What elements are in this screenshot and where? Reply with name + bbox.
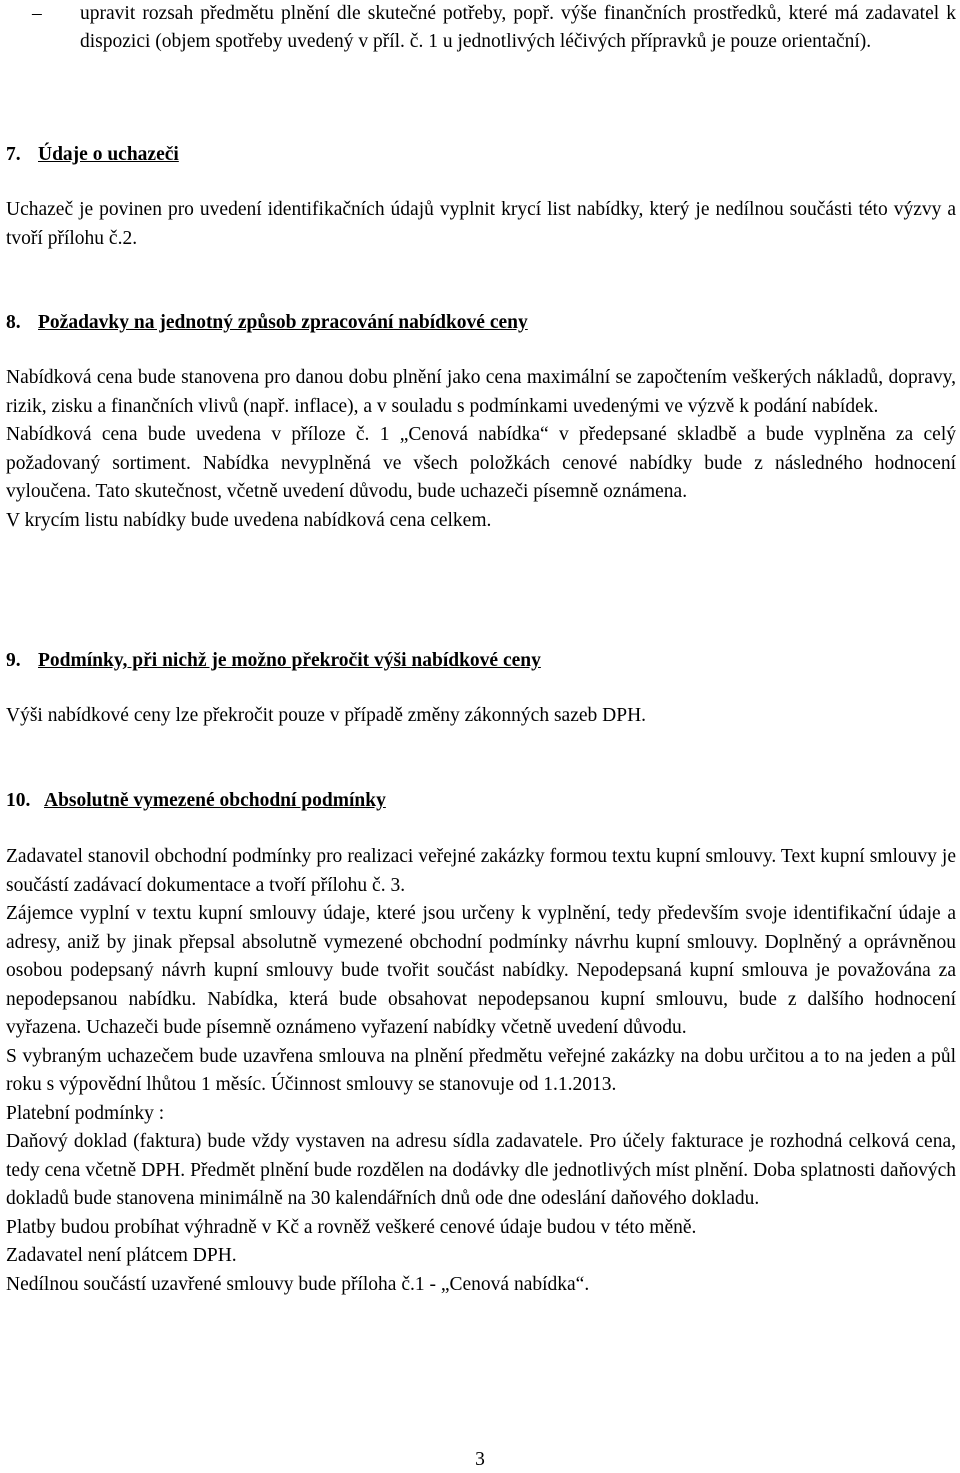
paragraph: Nedílnou součástí uzavřené smlouvy bude příloha č.1 - „Cenová nabídka“.: [6, 1273, 590, 1295]
section-body-8: [6, 364, 956, 535]
paragraph: Zadavatel není plátcem DPH.: [6, 1245, 237, 1266]
bullet-dash: –: [32, 3, 42, 24]
paragraph: Nabídková cena bude uvedena v příloze č. 1 „Cenová nabídka“ v předepsané skladbě a bude vyplněna za celý požadovaný sortiment. Nabídka nevyplněná ve všech položkách cenové nabídky bude z následného hodnocení vyloučena. Tato skutečnost, včetně uvedení důvodu, bude uchazeči písemně oznámena.: [6, 424, 956, 502]
section-number: 8.: [6, 312, 21, 333]
section-heading-7: [6, 141, 179, 169]
section-body-7: [6, 196, 956, 253]
section-title: Absolutně vymezené obchodní podmínky: [44, 790, 386, 811]
paragraph: Uchazeč je povinen pro uvedení identifikačních údajů vyplnit krycí list nabídky, který je nedílnou součásti této výzvy a tvoří přílohu č.2.: [6, 199, 956, 249]
page-number: 3: [475, 1449, 485, 1470]
section-number: 7.: [6, 144, 21, 165]
section-number: 10.: [6, 790, 31, 811]
paragraph: Platební podmínky :: [6, 1102, 165, 1124]
paragraph: Daňový doklad (faktura) bude vždy vystaven na adresu sídla zadavatele. Pro účely fakturace je rozhodná celková cena, tedy cena včetně DPH. Předmět plnění bude rozdělen na dodávky dle jednotlivých míst plnění. Doba splatnosti daňových dokladů bude stanovena minimálně na 30 kalendářních dnů ode dne odeslání daňového dokladu.: [6, 1131, 956, 1209]
section-body-10: [6, 843, 956, 1299]
section-body-9: [6, 702, 956, 731]
paragraph: Výši nabídkové ceny lze překročit pouze v případě změny zákonných sazeb DPH.: [6, 705, 647, 726]
paragraph: Zájemce vyplní v textu kupní smlouvy údaje, které jsou určeny k vyplnění, tedy především svoje identifikační údaje a adresy, aniž by jinak přepsal absolutně vymezené obchodní podmínky návrhu kupní smlouvy. Doplněný a oprávněnou osobou podepsaný návrh kupní smlouvy bude tvořit součást nabídky. Nepodepsaná kupní smlouva je považována za nepodepsanou nabídku. Nabídka, která bude obsahovat nepodepsanou kupní smlouvu, bude z dalšího hodnocení vyřazena. Uchazeči bude písemně oznámeno vyřazení nabídky včetně uvedení důvodu.: [6, 903, 956, 1038]
paragraph: Nabídková cena bude stanovena pro danou dobu plnění jako cena maximální se započtením veškerých nákladů, dopravy, rizik, zisku a finančních vlivů (např. inflace), a v souladu s podmínkami uvedenými ve výzvě k podání nabídek.: [6, 367, 956, 417]
bullet-item: [32, 0, 956, 56]
paragraph: Platby budou probíhat výhradně v Kč a rovněž veškeré cenové údaje budou v této měně.: [6, 1216, 697, 1238]
paragraph: Zadavatel stanovil obchodní podmínky pro realizaci veřejné zakázky formou textu kupní smlouvy. Text kupní smlouvy je součástí zadávací dokumentace a tvoří přílohu č. 3.: [6, 846, 956, 896]
section-title: Podmínky, při nichž je možno překročit výši nabídkové ceny: [38, 650, 541, 671]
paragraph: V krycím listu nabídky bude uvedena nabídková cena celkem.: [6, 509, 492, 531]
paragraph: S vybraným uchazečem bude uzavřena smlouva na plnění předmětu veřejné zakázky na dobu určitou a to na jeden a půl roku s výpovědní lhůtou 1 měsíc. Účinnost smlouvy se stanovuje od 1.1.2013.: [6, 1045, 956, 1095]
section-heading-9: [6, 647, 541, 675]
section-number: 9.: [6, 650, 21, 671]
section-heading-8: [6, 309, 528, 337]
section-heading-10: [6, 787, 386, 815]
bullet-text: upravit rozsah předmětu plnění dle skutečné potřeby, popř. výše finančních prostředků, které má zadavatel k dispozici (objem spotřeby uvedený v příl. č. 1 u jednotlivých léčivých přípravků je pouze orientační).: [80, 3, 956, 52]
section-title: Údaje o uchazeči: [38, 144, 179, 165]
section-title: Požadavky na jednotný způsob zpracování nabídkové ceny: [38, 312, 528, 333]
